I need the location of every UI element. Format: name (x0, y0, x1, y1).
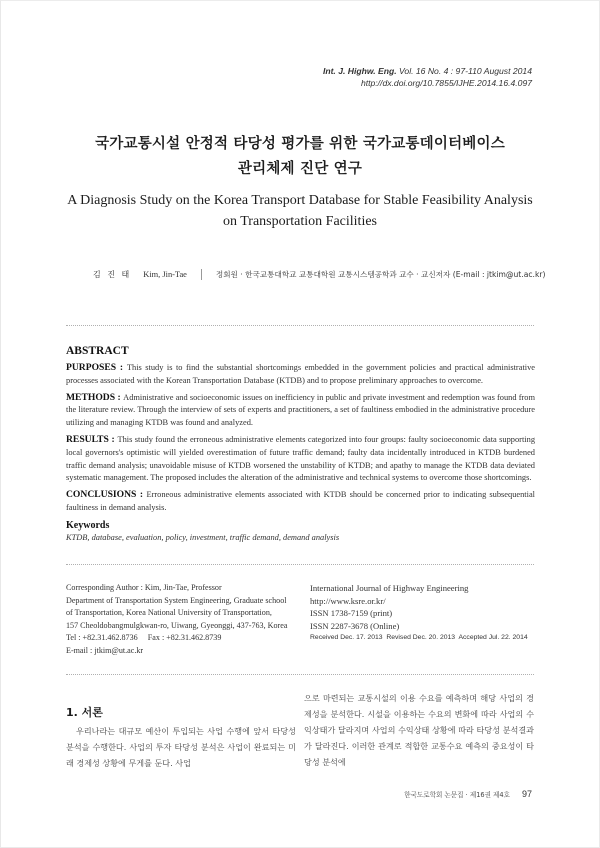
purposes-text: This study is to find the substantial shortcomings embedded in the government policies and practical administrative processes associated with the Korean Transportation Database (KTDB) and to propose preliminary approaches to overcome. (66, 363, 535, 385)
submission-dates: Received Dec. 17. 2013 Revised Dec. 20. 2013 Accepted Jul. 22. 2014 (310, 634, 528, 642)
issn-online: ISSN 2287-3678 (Online) (310, 620, 400, 631)
issn-print: ISSN 1738-7159 (print) (310, 608, 393, 619)
journal-info-block (310, 582, 540, 645)
korean-title-line-1: 국가교통시설 안정적 타당성 평가를 위한 국가교통데이터베이스 (95, 136, 505, 152)
author-name-english: Kim, Jin-Tae (143, 270, 187, 279)
page-footer (404, 789, 532, 799)
body-column-right: 으로 마련되는 교통시설의 이용 수요를 예측하며 해당 사업의 경제성을 분석한다. 시설을 이용하는 수요의 변화에 따라 사업의 수익상태가 달라지며 사업의 수익상태 상황에 따라 타당성 분석결과가 달라진다. 이러한 관계로 적합한 교통수요 예측의 중요성이 타당성 분석에 (304, 693, 534, 767)
journal-abbrev: Int. J. Highw. Eng. (322, 66, 397, 76)
corresponding-email[interactable]: E-mail : jtkim@ut.ac.kr (66, 645, 144, 655)
corresponding-contact: Tel : +82.31.462.8736 Fax : +82.31.462.8739 (66, 633, 222, 643)
corresponding-author-block (66, 582, 306, 658)
conclusions-label: CONCLUSIONS : (66, 489, 147, 501)
corresponding-line: Corresponding Author : Kim, Jin-Tae, Professor (66, 583, 222, 592)
corresponding-line: 157 Cheoldobangmulgkwan-ro, Uiwang, Gyeonggi, 437-763, Korea (66, 620, 288, 630)
corresponding-line: of Transportation, Korea National University of Transportation, (66, 608, 272, 618)
abstract-results (66, 434, 535, 485)
korean-title-line-2: 관리체제 진단 연구 (237, 161, 363, 177)
journal-url[interactable]: http://www.ksre.or.kr/ (310, 595, 386, 606)
methods-label: METHODS : (66, 391, 124, 403)
abstract-conclusions (66, 489, 535, 515)
english-title-line-1: A Diagnosis Study on the Korea Transport Database for Stable Feasibility Analysis (67, 193, 533, 208)
abstract-heading: ABSTRACT (66, 345, 129, 357)
divider-top (66, 325, 534, 326)
keywords-list: KTDB, database, evaluation, policy, investment, traffic demand, demand analysis (66, 532, 340, 542)
divider-bottom (66, 674, 534, 675)
results-text: This study found the erroneous administrative elements categorized into four groups: faulty socioeconomic data supporting local governors's optimistic will yielded overestimation of future traffic demand; faulty data incidentally introduced in KTDB burdened traffic demand analysis; unavoidable misuse of KTDB worsened the unstability of KTDB; and apathy to manage the KTDB data deviated systematic management. The proposed includes the alteration of the administrative and technical systems to overcome those shortcomings. (66, 434, 536, 483)
author-name-korean: 김 진 태 (93, 270, 132, 279)
keywords-heading: Keywords (66, 519, 110, 531)
methods-text: Administrative and socioeconomic issues on inefficiency in public and private investment and redemption was found from the literature review. Through the interview of sets of experts and practitioners, a set of faultiness embodied in the administrative procedure utilizing and managing KTDB was found and analyzed. (66, 392, 535, 428)
page-number: 97 (521, 789, 532, 799)
footer-journal-issue: 한국도로학회 논문집 · 제16권 제4호 (404, 791, 510, 799)
author-divider (201, 269, 202, 280)
author-affiliation: 정회원 · 한국교통대학교 교통대학원 교통시스템공학과 교수 · 교신저자 (E-mail : jtkim@ut.ac.kr) (215, 270, 546, 279)
korean-title (0, 132, 600, 182)
body-column-left (66, 723, 296, 771)
section-heading-introduction: 1. 서론 (66, 706, 103, 719)
volume-info: Vol. 16 No. 4 : 97-110 August 2014 (396, 66, 532, 76)
abstract-section (66, 344, 535, 545)
journal-name: International Journal of Highway Engineering (310, 583, 469, 593)
journal-header (323, 65, 532, 89)
results-label: RESULTS : (66, 433, 118, 445)
doi-link[interactable]: http://dx.doi.org/10.7855/IJHE.2014.16.4.097 (360, 78, 532, 88)
purposes-label: PURPOSES : (66, 362, 127, 373)
conclusions-text: Erroneous administrative elements associated with KTDB should be concerned prior to indicating subsequential faultiness in demand analysis. (66, 490, 535, 512)
body-text-left: 우리나라는 대규모 예산이 투입되는 사업 수행에 앞서 타당성 분석을 수행한다. 사업의 투자 타당성 분석은 사업이 완료되는 미래 경제성 상황에 무게를 둔다. 사업 (66, 726, 296, 768)
corresponding-line: Department of Transportation System Engineering, Graduate school (66, 595, 287, 605)
citation-line (323, 65, 532, 77)
abstract-methods (66, 392, 535, 430)
divider-middle (66, 564, 534, 565)
author-line (93, 269, 545, 280)
english-title (0, 190, 600, 232)
abstract-purposes (66, 362, 535, 388)
english-title-line-2: on Transportation Facilities (223, 214, 377, 229)
